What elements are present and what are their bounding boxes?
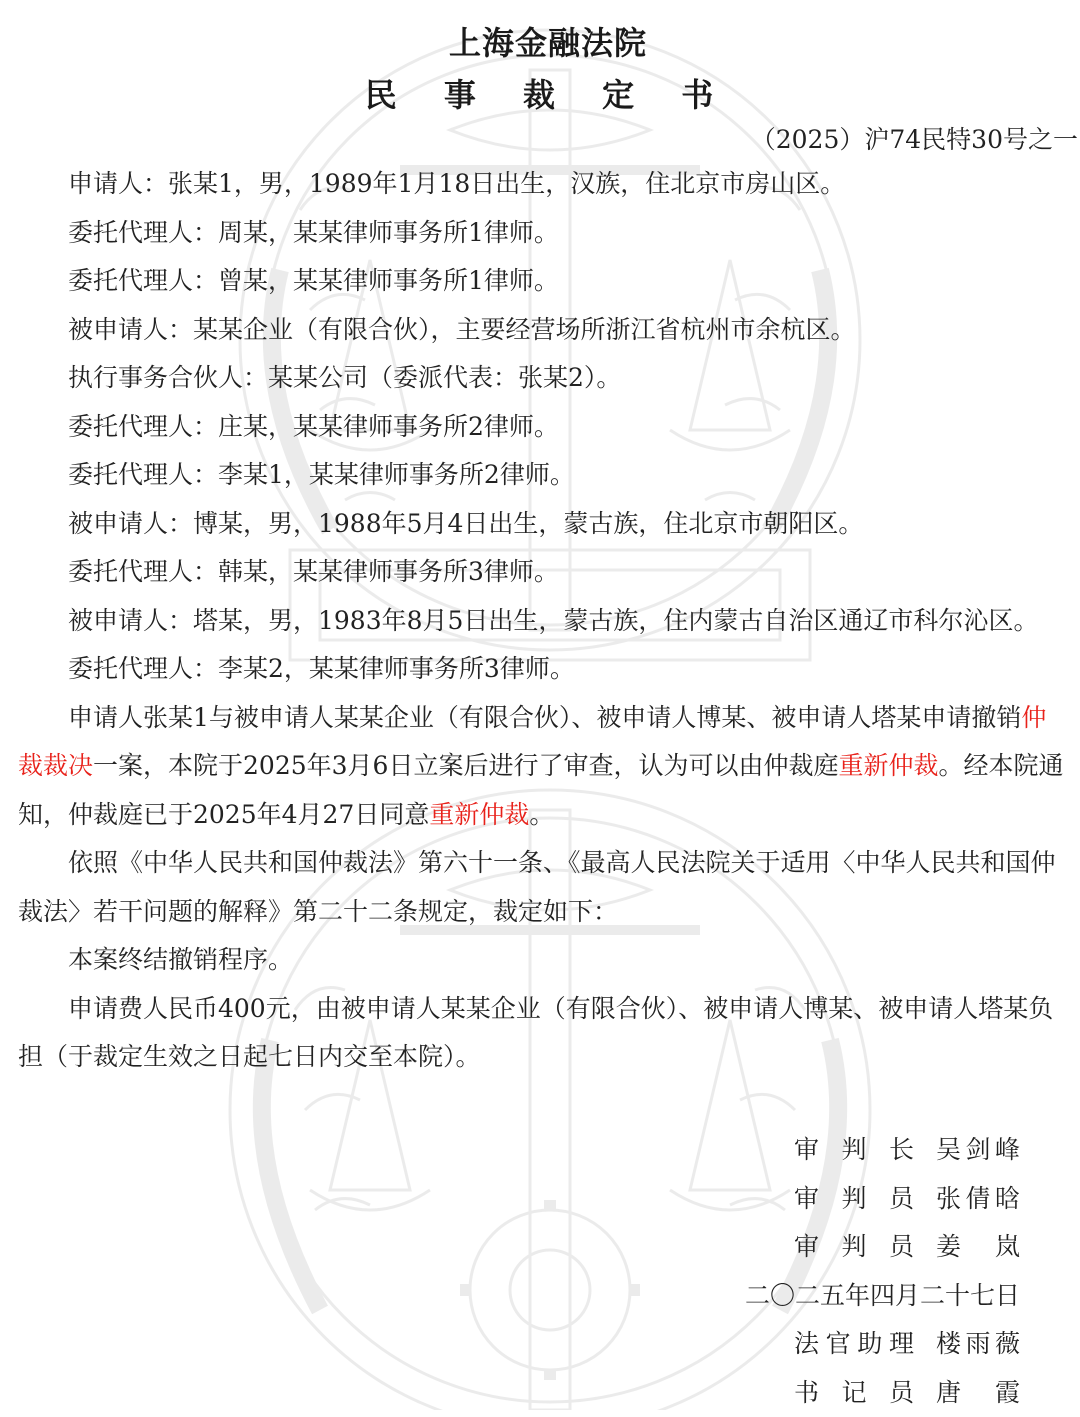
facts-paragraph bbox=[18, 694, 1068, 840]
signature-name: 唐霞 bbox=[936, 1369, 1020, 1417]
party-agent: 委托代理人：李某2，某某律师事务所3律师。 bbox=[18, 645, 1068, 694]
highlight-re-arbitration: 重新仲裁 bbox=[429, 800, 529, 829]
signature-name: 姜岚 bbox=[936, 1223, 1020, 1272]
signature-name: 吴剑峰 bbox=[936, 1126, 1020, 1175]
signature-row bbox=[700, 1126, 1020, 1175]
signature-name: 楼雨薇 bbox=[936, 1320, 1020, 1369]
signature-role: 法官助理 bbox=[794, 1320, 914, 1369]
party-agent: 委托代理人：周某，某某律师事务所1律师。 bbox=[18, 209, 1068, 258]
legal-basis-paragraph: 依照《中华人民共和国仲裁法》第六十一条、《最高人民法院关于适用〈中华人民共和国仲裁法〉若干问题的解释》第二十二条规定，裁定如下： bbox=[18, 839, 1068, 936]
party-respondent: 被申请人：某某企业（有限合伙），主要经营场所浙江省杭州市余杭区。 bbox=[18, 306, 1068, 355]
party-agent: 委托代理人：曾某，某某律师事务所1律师。 bbox=[18, 257, 1068, 306]
facts-text: 申请人张某1与被申请人某某企业（有限合伙）、被申请人博某、被申请人塔某申请撤销 bbox=[68, 703, 1021, 732]
document-type-title: 民 事 裁 定 书 bbox=[0, 70, 1080, 116]
ruling-paragraph: 本案终结撤销程序。 bbox=[18, 936, 1068, 985]
signature-row bbox=[700, 1369, 1020, 1417]
court-name: 上海金融法院 bbox=[0, 18, 1080, 64]
party-agent: 委托代理人：韩某，某某律师事务所3律师。 bbox=[18, 548, 1068, 597]
fee-paragraph: 申请费人民币400元，由被申请人某某企业（有限合伙）、被申请人博某、被申请人塔某负担（于裁定生效之日起七日内交至本院）。 bbox=[18, 985, 1068, 1082]
case-number: （2025）沪74民特30号之一 bbox=[751, 120, 1078, 156]
party-agent: 委托代理人：李某1，某某律师事务所2律师。 bbox=[18, 451, 1068, 500]
party-agent: 委托代理人：庄某，某某律师事务所2律师。 bbox=[18, 403, 1068, 452]
party-applicant: 申请人：张某1，男，1989年1月18日出生，汉族，住北京市房山区。 bbox=[18, 160, 1068, 209]
signature-role: 审判长 bbox=[794, 1126, 914, 1175]
signature-row bbox=[700, 1175, 1020, 1224]
party-respondent: 被申请人：塔某，男，1983年8月5日出生，蒙古族，住内蒙古自治区通辽市科尔沁区。 bbox=[18, 597, 1068, 646]
ruling-date: 二〇二五年四月二十七日 bbox=[700, 1272, 1020, 1321]
highlight-re-arbitration: 重新仲裁 bbox=[838, 751, 938, 780]
document-body bbox=[18, 160, 1068, 1082]
facts-text: 一案，本院于2025年3月6日立案后进行了审查，认为可以由仲裁庭 bbox=[93, 751, 838, 780]
signature-role: 审判员 bbox=[794, 1223, 914, 1272]
signature-role: 书记员 bbox=[794, 1369, 914, 1417]
facts-text: 。经本院通知，仲裁庭已于2025年4月27日同意 bbox=[18, 751, 1063, 829]
party-respondent: 被申请人：博某，男，1988年5月4日出生，蒙古族，住北京市朝阳区。 bbox=[18, 500, 1068, 549]
signature-role: 审判员 bbox=[794, 1175, 914, 1224]
signature-row bbox=[700, 1320, 1020, 1369]
facts-text: 。 bbox=[529, 800, 554, 829]
party-executive-partner: 执行事务合伙人：某某公司（委派代表：张某2）。 bbox=[18, 354, 1068, 403]
signature-name: 张倩晗 bbox=[936, 1175, 1020, 1224]
signature-block bbox=[700, 1126, 1020, 1417]
highlight-arbitral-award: 仲裁裁决 bbox=[18, 703, 1046, 781]
signature-row bbox=[700, 1223, 1020, 1272]
